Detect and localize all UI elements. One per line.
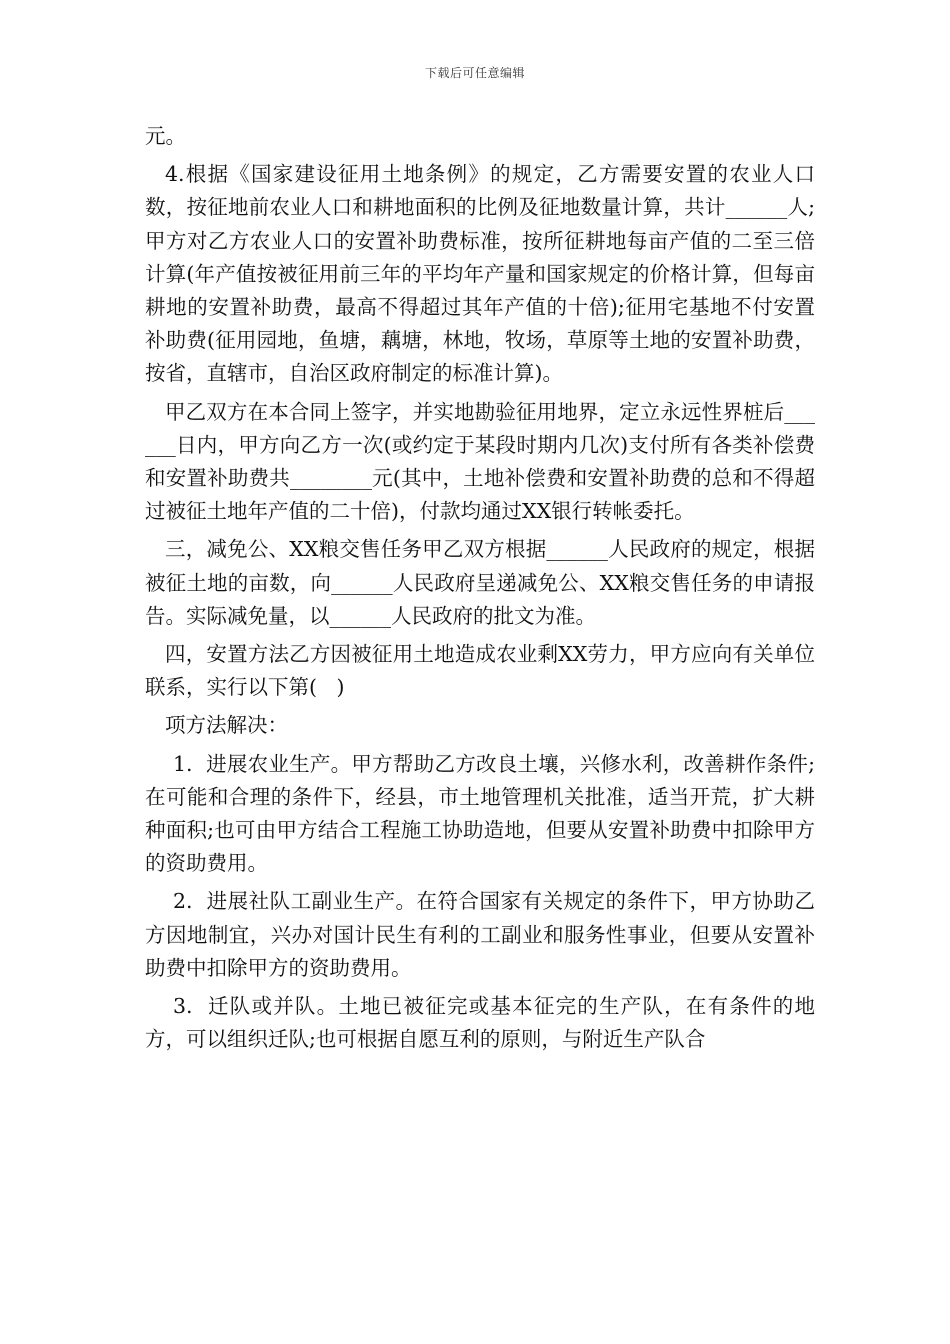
paragraph-method-1-agriculture: 1. 进展农业生产。甲方帮助乙方改良土壤，兴修水利，改善耕作条件;在可能和合理的条件下，经县，市土地管理机关批准，适当开荒，扩大耕种面积;也可由甲方结合工程施工协助造地，但要从安置补助费中扣除甲方的资助费用。 (145, 751, 815, 876)
paragraph-payment-terms: 甲乙双方在本合同上签字，并实地勘验征用地界，定立永远性界桩后______日内，甲方向乙方一次(或约定于某段时期内几次)支付所有各类补偿费和安置补助费共________元(其中，土地补偿费和安置补助费的总和不得超过被征土地年产值的二十倍)，付款均通过XX银行转帐委托。 (145, 399, 815, 524)
paragraph-section-4-resettlement-method: 四，安置方法乙方因被征用土地造成农业剩XX劳力，甲方应向有关单位联系，实行以下第( ) (145, 642, 815, 700)
page-header: 下载后可任意编辑 (424, 66, 525, 80)
paragraph-continuation: 元。 (145, 124, 186, 148)
paragraph-method-2-sideline: 2. 进展社队工副业生产。在符合国家有关规定的条件下，甲方协助乙方因地制宜，兴办对国计民生有利的工副业和服务性事业，但要从安置补助费中扣除甲方的资助费用。 (145, 889, 815, 980)
paragraph-method-3-relocation: 3. 迁队或并队。土地已被征完或基本征完的生产队，在有条件的地方，可以组织迁队;也可根据自愿互利的原则，与附近生产队合 (145, 994, 815, 1052)
document-body (145, 120, 815, 1056)
paragraph-section-3-grain-reduction: 三，减免公、XX粮交售任务甲乙双方根据______人民政府的规定，根据被征土地的亩数，向______人民政府呈递减免公、XX粮交售任务的申请报告。实际减免量，以______人民政府的批文为准。 (145, 537, 815, 628)
paragraph-method-intro: 项方法解决： (165, 713, 288, 738)
paragraph-item-4-resettlement: 4.根据《国家建设征用土地条例》的规定，乙方需要安置的农业人口数，按征地前农业人口和耕地面积的比例及征地数量计算，共计______人;甲方对乙方农业人口的安置补助费标准，按所征耕地每亩产值的二至三倍计算(年产值按被征用前三年的平均年产量和国家规定的价格计算，但每亩耕地的安置补助费，最高不得超过其年产值的十倍);征用宅基地不付安置补助费(征用园地，鱼塘，藕塘，林地，牧场，草原等土地的安置补助费，按省，直辖市，自治区政府制定的标准计算)。 (145, 162, 815, 386)
